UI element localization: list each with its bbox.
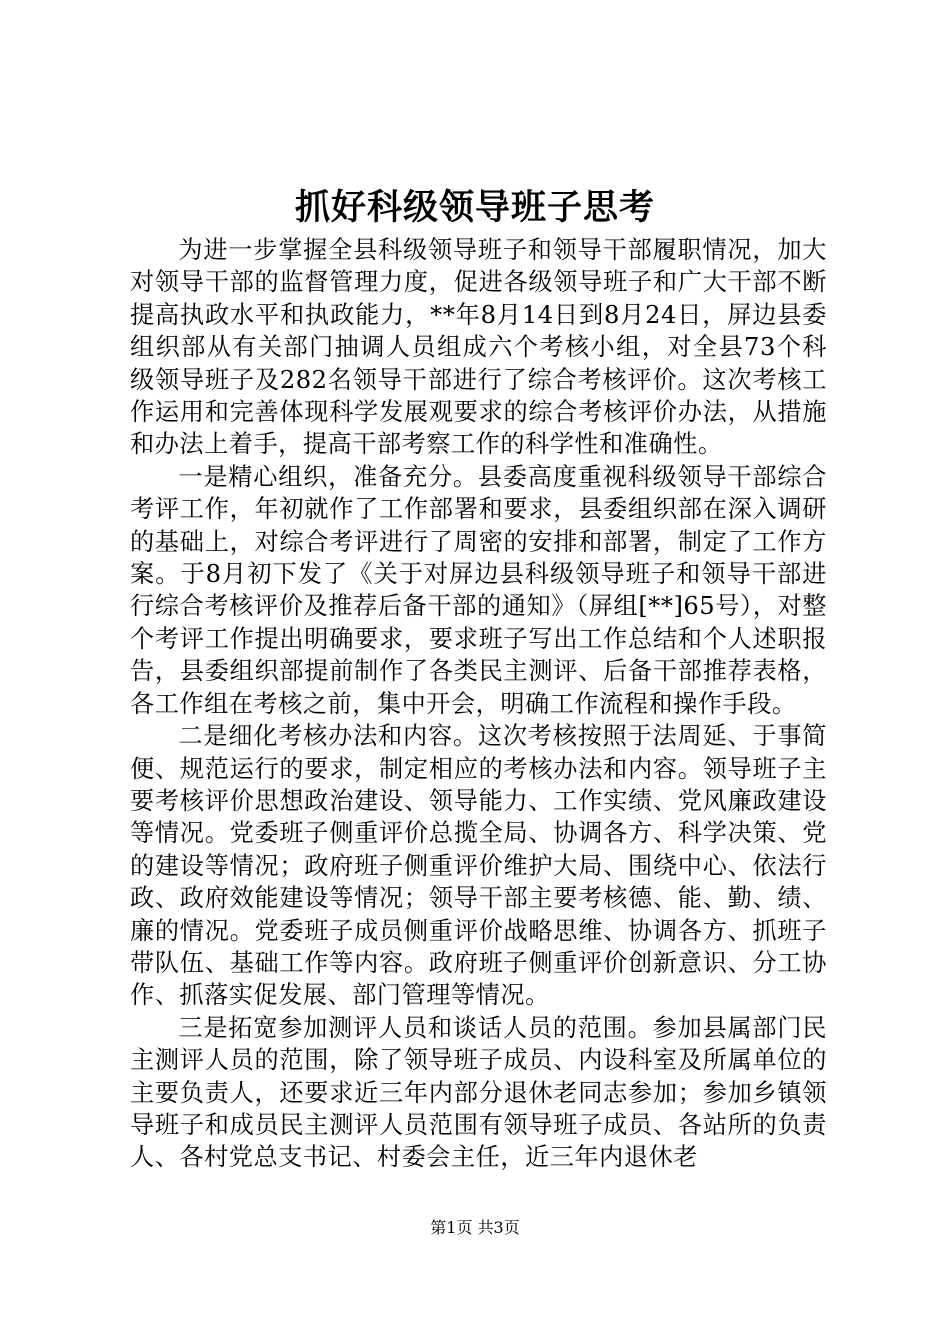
paragraph-point-two: 二是细化考核办法和内容。这次考核按照于法周延、于事简便、规范运行的要求，制定相应的考核办法和内容。领导班子主要考核评价思想政治建设、领导能力、工作实绩、党风廉政建设等情况。党委班子侧重评价总揽全局、协调各方、科学决策、党的建设等情况；政府班子侧重评价维护大局、围绕中心、依法行政、政府效能建设等情况；领导干部主要考核德、能、勤、绩、廉的情况。党委班子成员侧重评价战略思维、协调各方、抓班子带队伍、基础工作等内容。政府班子侧重评价创新意识、分工协作、抓落实促发展、部门管理等情况。 — [130, 722, 827, 1010]
page-number-footer: 第1页 共3页 — [430, 1218, 520, 1237]
paragraph-point-one: 一是精心组织，准备充分。县委高度重视科级领导干部综合考评工作，年初就作了工作部署和要求，县委组织部在深入调研的基础上，对综合考评进行了周密的安排和部署，制定了工作方案。于8月初下发了《关于对屏边县科级领导班子和领导干部进行综合考核评价及推荐后备干部的通知》（屏组[**]65号），对整个考评工作提出明确要求，要求班子写出工作总结和个人述职报告，县委组织部提前制作了各类民主测评、后备干部推荐表格，各工作组在考核之前，集中开会，明确工作流程和操作手段。 — [130, 462, 827, 718]
paragraph-point-three: 三是拓宽参加测评人员和谈话人员的范围。参加县属部门民主测评人员的范围，除了领导班子成员、内设科室及所属单位的主要负责人，还要求近三年内部分退休老同志参加；参加乡镇领导班子和成员民主测评人员范围有领导班子成员、各站所的负责人、各村党总支书记、村委会主任，近三年内退休老 — [130, 1013, 827, 1172]
document-body — [130, 234, 827, 1174]
paragraph-intro: 为进一步掌握全县科级领导班子和领导干部履职情况，加大对领导干部的监督管理力度，促进各级领导班子和广大干部不断提高执政水平和执政能力，**年8月14日到8月24日，屏边县委组织部从有关部门抽调人员组成六个考核小组，对全县73个科级领导班子及282名领导干部进行了综合考核评价。这次考核工作运用和完善体现科学发展观要求的综合考核评价办法，从措施和办法上着手，提高干部考察工作的科学性和准确性。 — [130, 236, 827, 459]
document-title: 抓好科级领导班子思考 — [294, 188, 655, 228]
